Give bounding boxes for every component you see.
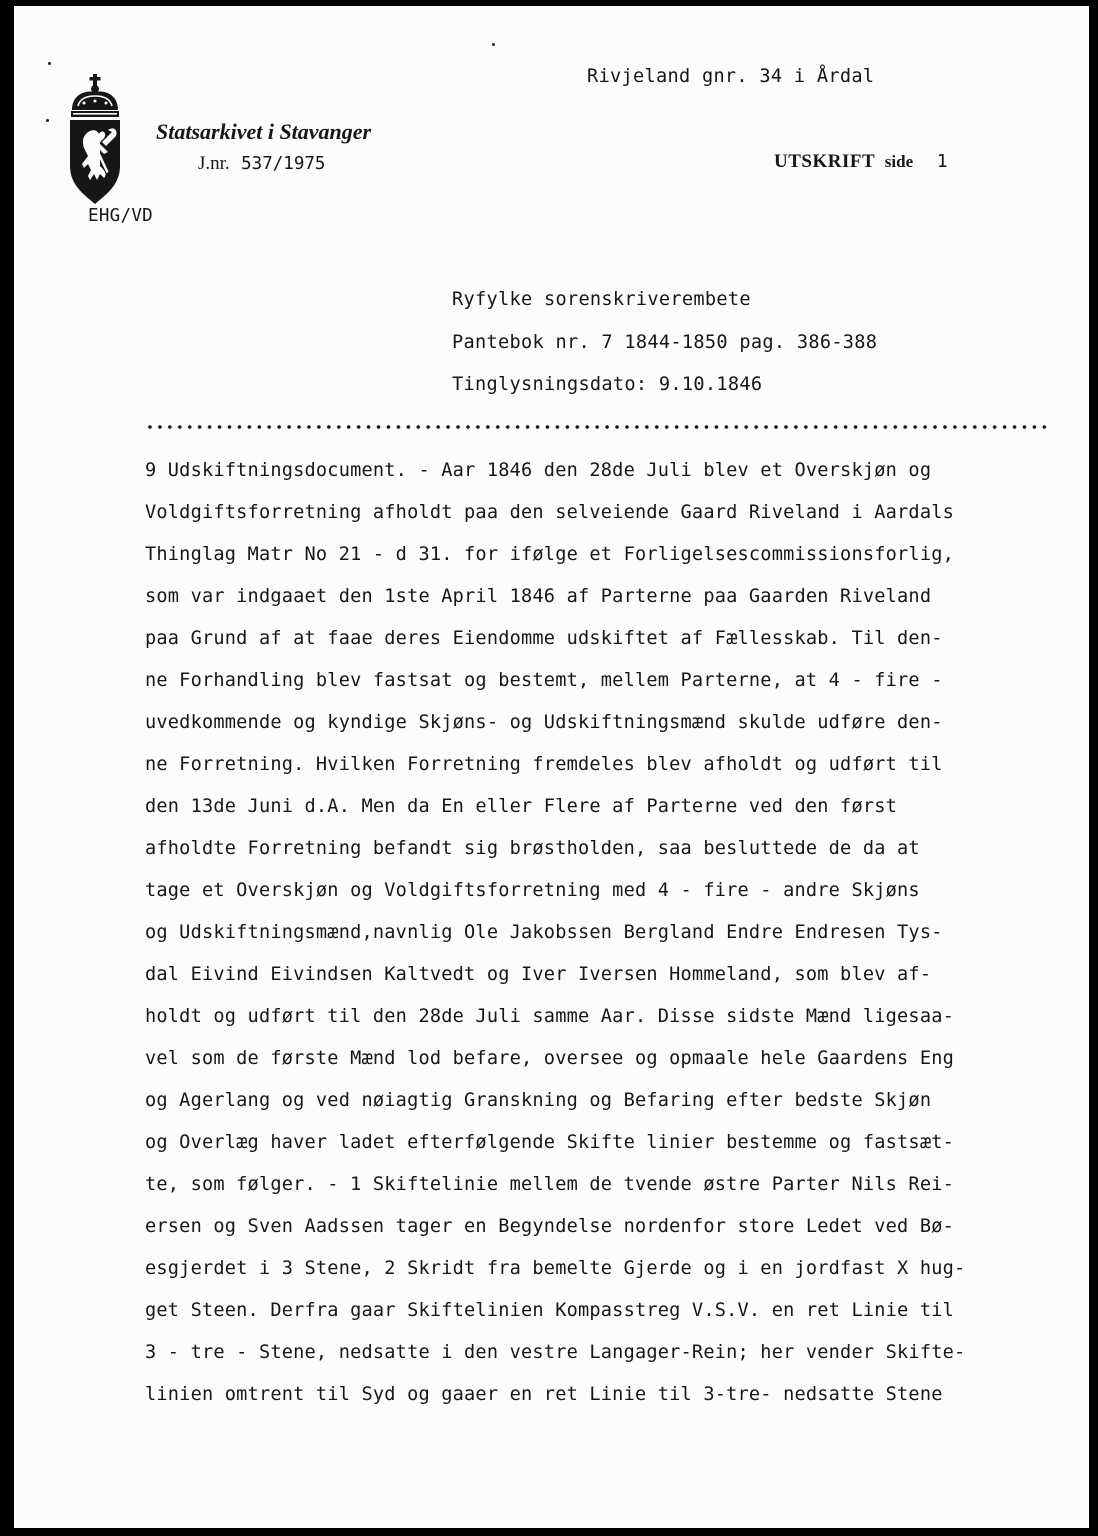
header-location: Rivjeland gnr. 34 i Årdal	[587, 66, 875, 87]
output-page-label	[774, 151, 948, 173]
body-line: dal Eivind Eivindsen Kaltvedt og Iver Iversen Hommeland, som blev af-	[145, 964, 932, 985]
scan-speck	[492, 43, 495, 46]
coat-of-arms-icon	[64, 74, 126, 206]
body-line: ne Forretning. Hvilken Forretning fremdeles blev afholdt og udført til	[145, 754, 943, 775]
body-line: Voldgiftsforretning afholdt paa den selveiende Gaard Riveland i Aardals	[145, 502, 955, 523]
body-line: te, som følger. - 1 Skiftelinie mellem de tvende østre Parter Nils Rei-	[145, 1174, 955, 1195]
body-line: paa Grund af at faae deres Eiendomme udskiftet af Fællesskab. Til den-	[145, 628, 943, 649]
document-page	[14, 6, 1089, 1528]
side-label: side	[884, 152, 914, 171]
source-book: Pantebok nr. 7 1844-1850 pag. 386-388	[452, 332, 878, 353]
body-line: afholdte Forretning befandt sig brøstholden, saa besluttede de da at	[145, 838, 920, 859]
body-line: ne Forhandling blev fastsat og bestemt, mellem Parterne, at 4 - fire -	[145, 670, 943, 691]
page-number: 1	[936, 151, 948, 172]
body-line: holdt og udført til den 28de Juli samme Aar. Disse sidste Mænd ligesaa-	[145, 1006, 955, 1027]
journal-number	[198, 152, 325, 175]
scan-speck	[46, 119, 49, 122]
body-line: 3 - tre - Stene, nedsatte i den vestre Langager-Rein; her vender Skifte-	[145, 1342, 966, 1363]
body-line: 9 Udskiftningsdocument. - Aar 1846 den 28de Juli blev et Overskjøn og	[145, 460, 932, 481]
body-line: linien omtrent til Syd og gaaer en ret Linie til 3-tre- nedsatte Stene	[145, 1384, 943, 1405]
output-label: UTSKRIFT	[774, 151, 876, 172]
journal-value: 537/1975	[241, 154, 326, 174]
body-line: og Udskiftningsmænd,navnlig Ole Jakobssen Bergland Endre Endresen Tys-	[145, 922, 943, 943]
archive-name: Statsarkivet i Stavanger	[156, 119, 372, 144]
body-line: som var indgaaet den 1ste April 1846 af Parterne paa Gaarden Riveland	[145, 586, 932, 607]
body-line: esgjerdet i 3 Stene, 2 Skridt fra bemelte Gjerde og i en jordfast X hug-	[145, 1258, 966, 1279]
body-line: vel som de første Mænd lod befare, oversee og opmaale hele Gaardens Eng	[145, 1048, 955, 1069]
body-line: tage et Overskjøn og Voldgiftsforretning med 4 - fire - andre Skjøns	[145, 880, 920, 901]
body-line: get Steen. Derfra gaar Skiftelinien Kompasstreg V.S.V. en ret Linie til	[145, 1300, 955, 1321]
journal-label: J.nr.	[198, 153, 230, 174]
body-line: uvedkommende og kyndige Skjøns- og Udskiftningsmænd skulde udføre den-	[145, 712, 943, 733]
scan-speck	[48, 62, 51, 65]
source-office: Ryfylke sorenskriverembete	[452, 289, 751, 310]
body-line: og Overlæg haver ladet efterfølgende Skifte linier bestemme og fastsæt-	[145, 1132, 955, 1153]
body-line: Thinglag Matr No 21 - d 31. for ifølge et Forligelsescommissionsforlig,	[145, 544, 955, 565]
body-line: og Agerlang og ved nøiagtig Granskning og Befaring efter bedste Skjøn	[145, 1090, 932, 1111]
body-line: den 13de Juni d.A. Men da En eller Flere af Parterne ved den først	[145, 796, 898, 817]
dotted-separator	[145, 422, 1049, 432]
registration-date: Tinglysningsdato: 9.10.1846	[452, 374, 763, 395]
body-line: ersen og Sven Aadssen tager en Begyndelse nordenfor store Ledet ved Bø-	[145, 1216, 955, 1237]
initials: EHG/VD	[88, 206, 154, 226]
